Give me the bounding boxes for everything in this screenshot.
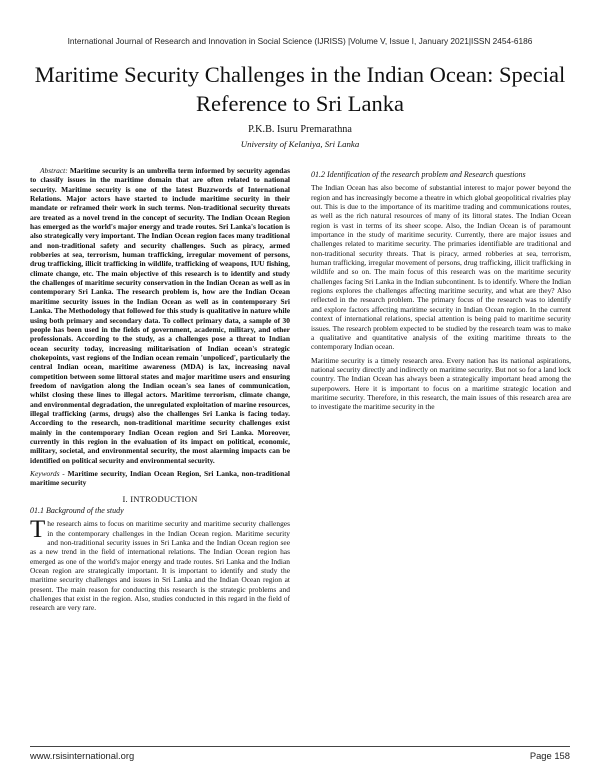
abstract	[30, 166, 290, 465]
research-significance-paragraph: Maritime security is a timely research area. Every nation has its national aspirations, national security directly and indirectly on maritime security. But not so for a land lock country. The Indian Ocean has always been a strategically important head among the superpowers. Here it is important to focus on a maritime strategic location and maritime security. Therefore, in this research, the main issues of this research area are to investigate the maritime security in the	[311, 355, 571, 412]
intro-paragraph-1	[30, 516, 290, 613]
left-column	[30, 166, 290, 617]
subsection-heading-background: 01.1 Background of the study	[30, 506, 124, 516]
keywords-lead: Keywords -	[30, 469, 65, 478]
right-column	[311, 166, 571, 416]
footer-website[interactable]: www.rsisinternational.org	[30, 750, 135, 761]
journal-header: International Journal of Research and Innovation in Social Science (IJRISS) |Volume V, Issue I, January 2021|ISSN 2454-6186	[67, 36, 533, 46]
abstract-lead: Abstract:	[40, 166, 68, 175]
research-problem-paragraph: The Indian Ocean has also become of substantial interest to major power beyond the region and has increasingly become a theatre in which global geopolitical rivalries play out. This is due to the importance of its maritime trading and communications routes, as well as the rich natural resources of many of its littoral states. The Indian Ocean region is vast in terms of its sheer scope. Also, the Indian Ocean is of paramount importance in the study of maritime security. Currently, there are major issues and challenges related to maritime security. The primaries identifiable are traditional and non-traditional security threats. That is piracy, armed robberies at sea, terrorism, human trafficking, irregular movement of persons, drug trafficking, illicit trafficking in wildlife and so on. The main focus of this research was on the maritime security challenges facing Sri Lanka in the Indian subcontinent. Is to identify. Where the Indian regions explores the challenges affecting maritime security, and what are they? Also reflected in the research problem. The primary focus of the research was to identify and explore factors affecting maritime security in Indian Ocean region. In the current context of international relations, special attention is being paid to maritime security issues. The research problem expected to be studied by the research team was to make a qualitative and quantitative analysis of the exiting maritime threats to the contemporary Indian ocean.	[311, 183, 571, 352]
dropcap-letter: T	[30, 516, 46, 544]
subsection-heading-research-problem: 01.2 Identification of the research problem and Research questions	[311, 170, 526, 179]
abstract-text: Maritime security is an umbrella term informed by security agendas to classify issues in the maritime domain that are often related to national security. Maritime security is one of the latest Buzzwords of International Relations. Major actors have started to include maritime security in their mandate or reframed their work in such terms. Non-traditional security threats are treated as a novel trend in the concept of security. The Indian Ocean Region has emerged as the world's major energy and trade routes. Sri Lanka's location is also strategically very important. The Indian Ocean region faces many traditional and non-traditional safety and security challenges. Such as piracy, armed robberies at sea, terrorism, human trafficking, irregular movement of persons, drug trafficking, illicit trafficking in wildlife, trafficking of weapons, IUU fishing, climate change, etc. The main objective of this research is to identify and study the challenges of maritime security conservation in the Indian Ocean as well as in contemporary Sri Lanka. The research problem is, how are the Indian Ocean maritime security issues in the Indian Ocean as well as in contemporary Sri Lanka. The Methodology that followed for this study is qualitative in nature while using both primary and secondary data. To collect primary data, a sample of 30 people has been used in the fields of government, academic, military, and other professionals. According to the study, as a challenges pose a threat to Indian ocean security today, increasing militarisation of Indian ocean's strategic chokepoints, vast regions of the Indian ocean remain 'unpoliced', particularly the central Indian ocean, maritime awareness (MDA) is lax, increasing naval competition between some littoral states and major maritime users and ensuring freedom of navigation along the Indian ocean's sea lanes of communication, whilst closing these lines to illegal actors. Maritime terrorism, climate change, and environmental degradation, the unregulated exploitation of marine resources, illegal trafficking (arms, drugs) also the challenges Sri Lanka is facing today. According to the research, non-traditional maritime security challenges exist mainly in the contemporary Indian Ocean region and Sri Lanka. Moreover, currently in this region in the evaluation of its impact on political, economic, military, societal, and environmental security, the most alarming impacts can be identified on political security and environmental security.	[30, 166, 290, 465]
author-name: P.K.B. Isuru Premarathna	[248, 124, 352, 135]
section-heading-introduction: I. INTRODUCTION	[122, 493, 198, 504]
footer-page-number: Page 158	[529, 750, 570, 761]
page-footer	[30, 746, 570, 761]
intro-paragraph-1-text: he research aims to focus on maritime security and maritime security challenges in the contemporary challenges in the Indian Ocean region. Maritime security and non-traditional security issues in Sri Lanka and the Indian Ocean region see as a new trend in the field of international relations. The Indian Ocean region has emerged as one of the world's major energy and trade routes. Sri Lanka and the Indian Ocean region are strategically important. It is important to identify and study the maritime security challenges and issues in Sri Lanka and the Indian Ocean region at present. The main reason for conducting this research is the strategic problems and challenges that exist in the region. Also, studies conducted in this regard in the field of research are very rare.	[30, 519, 290, 613]
paper-title: Maritime Security Challenges in the Indian Ocean: Special Reference to Sri Lanka	[34, 62, 566, 116]
author-affiliation: University of Kelaniya, Sri Lanka	[240, 139, 360, 149]
keywords-text: Maritime security, Indian Ocean Region, Sri Lanka, non-traditional maritime security	[30, 469, 291, 488]
keywords	[30, 469, 290, 488]
